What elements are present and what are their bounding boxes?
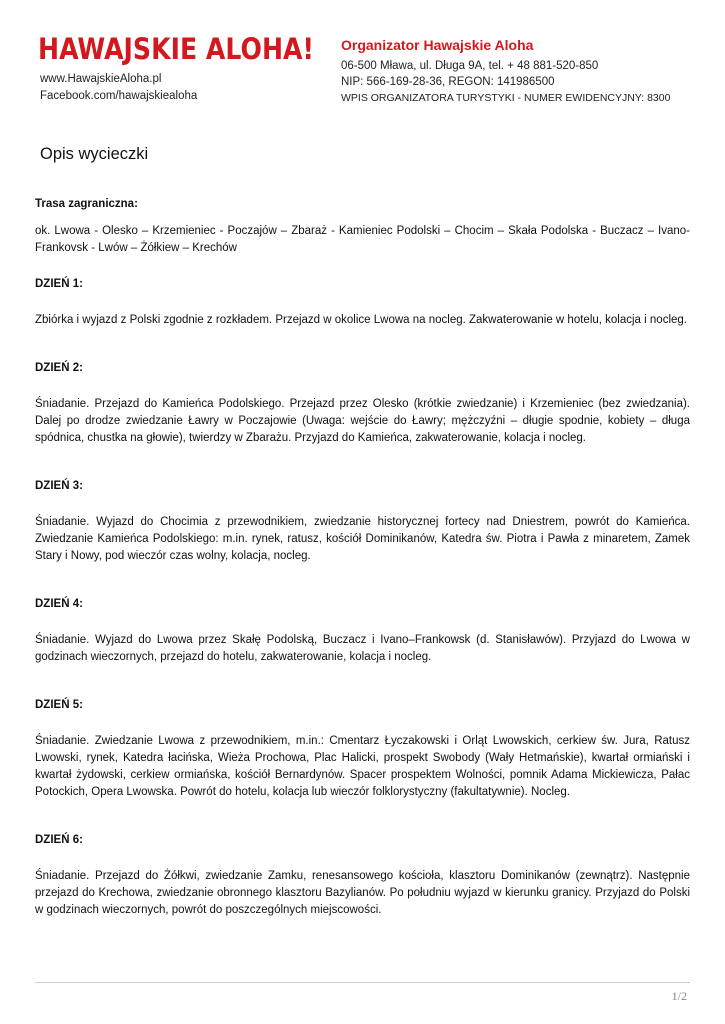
- organizer-registry: WPIS ORGANIZATORA TURYSTYKI - NUMER EWIDENCYJNY: 8300: [341, 92, 671, 104]
- day-2-label: DZIEŃ 2:: [35, 362, 83, 374]
- website-link[interactable]: www.HawajskieAloha.pl: [40, 73, 162, 85]
- footer-divider: [35, 982, 690, 983]
- page-title: Opis wycieczki: [40, 145, 149, 163]
- contact-links: [40, 71, 197, 105]
- logo-wordmark: [38, 28, 318, 64]
- facebook-link[interactable]: Facebook.com/hawajskiealoha: [40, 90, 198, 102]
- day-1-label: DZIEŃ 1:: [35, 278, 83, 290]
- organizer-info: [341, 37, 670, 106]
- organizer-address: 06-500 Mława, ul. Długa 9A, tel. + 48 881-520-850: [341, 60, 599, 72]
- day-5-text: Śniadanie. Zwiedzanie Lwowa z przewodnikiem, m.in.: Cmentarz Łyczakowski i Orląt Lwowskich, cerkiew św. Jura, Ratusz Lwowski, rynek, Katedra łacińska, Wieża Prochowa, Plac Halicki, prospekt Swobody (Wały Hetmańskie), kwartał ormiański i kwartał żydowski, cerkiew ormiańska, kościół Bernardynów. Spacer prospektem Wolności, pomnik Adama Mickiewicza, Pałac Potockich, Opera Lwowska. Powrót do hotelu, kolacja lub wieczór folklorystyczny (fakultatywnie). Nocleg.: [35, 735, 690, 798]
- day-6-label: DZIEŃ 6:: [35, 834, 83, 846]
- day-6-text: Śniadanie. Przejazd do Żółkwi, zwiedzanie Zamku, renesansowego kościoła, klasztoru Dominikanów (zewnątrz). Następnie przejazd do Krechowa, zwiedzanie obronnego klasztoru Bazylianów. Po południu wyjazd w kierunku granicy. Przyjazd do Polski w godzinach wieczornych, powrót do poszczególnych miejscowości.: [35, 870, 690, 916]
- day-3-text: Śniadanie. Wyjazd do Chocimia z przewodnikiem, zwiedzanie historycznej fortecy nad Dniestrem, powrót do Kamieńca. Zwiedzanie Kamieńca Podolskiego: m.in. rynek, ratusz, kościół Dominikanów, Katedra św. Piotra i Pawła z minaretem, Zamek Stary i Nowy, pod wieczór czas wolny, kolacja, nocleg.: [35, 516, 690, 562]
- page-number: 1/2: [671, 989, 687, 1003]
- trip-description: [35, 196, 690, 919]
- day-3-label: DZIEŃ 3:: [35, 480, 83, 492]
- route-text: ok. Lwowa - Olesko – Krzemieniec - Poczajów – Zbaraż - Kamieniec Podolski – Chocim – Skała Podolska - Buczacz – Ivano-Frankovsk - Lwów – Żółkiew – Krechów: [35, 225, 690, 254]
- route-label: Trasa zagraniczna:: [35, 198, 138, 210]
- day-2-text: Śniadanie. Przejazd do Kamieńca Podolskiego. Przejazd przez Olesko (krótkie zwiedzanie) i Krzemieniec (bez zwiedzania). Dalej po drodze zwiedzanie Ławry w Poczajowie (Uwaga: wejście do Ławry; mężczyźni – długie spodnie, kobiety – długa spódnica, chustka na głowie), twierdzy w Zbarażu. Przyjazd do Kamieńca, zakwaterowanie, kolacja i nocleg.: [35, 398, 690, 444]
- organizer-nip-regon: NIP: 566-169-28-36, REGON: 141986500: [341, 76, 555, 88]
- day-4-label: DZIEŃ 4:: [35, 598, 83, 610]
- logo-text: HAWAJSKIE ALOHA!: [38, 32, 314, 66]
- organizer-name: Organizator Hawajskie Aloha: [341, 37, 534, 53]
- day-5-label: DZIEŃ 5:: [35, 699, 83, 711]
- day-1-text: Zbiórka i wyjazd z Polski zgodnie z rozkładem. Przejazd w okolice Lwowa na nocleg. Zakwaterowanie w hotelu, kolacja i nocleg.: [35, 314, 687, 326]
- brand-logo: [38, 28, 318, 64]
- day-4-text: Śniadanie. Wyjazd do Lwowa przez Skałę Podolską, Buczacz i Ivano–Frankowsk (d. Stanisławów). Przyjazd do Lwowa w godzinach wieczornych, przejazd do hotelu, zakwaterowanie, kolacja i nocleg.: [35, 634, 690, 663]
